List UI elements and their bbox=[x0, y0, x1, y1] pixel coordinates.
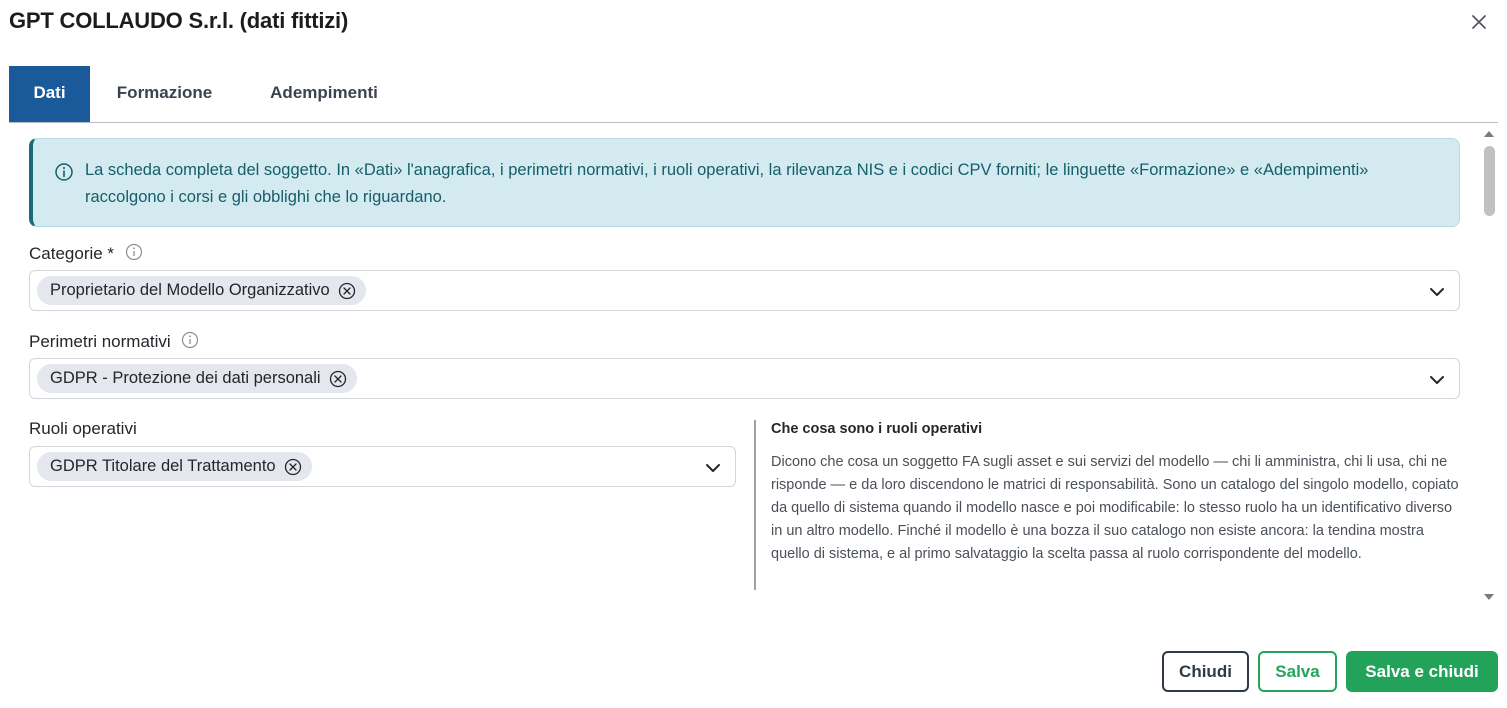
perimetri-label-text: Perimetri normativi bbox=[29, 332, 171, 351]
help-panel-title: Che cosa sono i ruoli operativi bbox=[771, 421, 983, 437]
scrollbar-thumb[interactable] bbox=[1484, 146, 1495, 216]
remove-chip-icon[interactable] bbox=[338, 282, 356, 300]
scroll-down-arrow-icon[interactable] bbox=[1484, 594, 1494, 600]
dialog-header bbox=[0, 0, 1507, 44]
help-icon[interactable] bbox=[181, 331, 199, 349]
categorie-select[interactable] bbox=[29, 270, 1460, 311]
ruoli-chip-label: GDPR Titolare del Trattamento bbox=[50, 457, 276, 475]
categorie-label-text: Categorie * bbox=[29, 244, 115, 263]
perimetri-chip-label: GDPR - Protezione dei dati personali bbox=[50, 369, 321, 387]
remove-chip-icon[interactable] bbox=[329, 370, 347, 388]
categorie-label bbox=[29, 243, 143, 264]
perimetri-select[interactable] bbox=[29, 358, 1460, 399]
tab-adempimenti[interactable]: Adempimenti bbox=[270, 83, 378, 102]
chevron-down-icon[interactable] bbox=[704, 459, 722, 477]
remove-chip-icon[interactable] bbox=[284, 458, 302, 476]
ruoli-select[interactable] bbox=[29, 446, 736, 487]
help-icon[interactable] bbox=[125, 243, 143, 261]
ruoli-help-panel bbox=[754, 420, 1459, 590]
info-icon bbox=[54, 162, 74, 182]
dialog-title: GPT COLLAUDO S.r.l. (dati fittizi) bbox=[9, 8, 349, 33]
info-text: La scheda completa del soggetto. In «Dati» l'anagrafica, i perimetri normativi, i ruoli operativi, la rilevanza NIS e i codici CPV forniti; le linguette «Formazione» e «Adempimenti» raccolgono i corsi e gli obblighi che lo riguardano. bbox=[85, 161, 1369, 206]
save-button[interactable]: Salva bbox=[1258, 651, 1337, 692]
tab-dati[interactable]: Dati bbox=[9, 66, 90, 122]
content-scrollbar[interactable] bbox=[1481, 127, 1498, 604]
ruoli-label bbox=[29, 419, 137, 439]
close-button[interactable]: Chiudi bbox=[1162, 651, 1249, 692]
tab-bar bbox=[9, 66, 1498, 123]
categorie-chip bbox=[37, 276, 366, 305]
perimetri-chip bbox=[37, 364, 357, 393]
perimetri-label bbox=[29, 331, 199, 352]
chevron-down-icon[interactable] bbox=[1428, 371, 1446, 389]
dialog-content[interactable] bbox=[9, 124, 1481, 604]
ruoli-label-text: Ruoli operativi bbox=[29, 419, 137, 438]
save-and-close-button[interactable]: Salva e chiudi bbox=[1346, 651, 1498, 692]
info-banner bbox=[29, 138, 1460, 227]
tab-formazione[interactable]: Formazione bbox=[116, 83, 213, 102]
close-icon[interactable] bbox=[1467, 10, 1491, 34]
chevron-down-icon[interactable] bbox=[1428, 283, 1446, 301]
scroll-up-arrow-icon[interactable] bbox=[1484, 131, 1494, 137]
help-panel-body: Dicono che cosa un soggetto FA sugli asset e sui servizi del modello — chi li amministra, chi li usa, chi ne risponde — e da loro discendono le matrici di responsabilità. Sono un catalogo del singolo modello, copiato da quello di sistema quando il modello nasce e poi modificabile: lo stesso ruolo ha un identificativo diverso in un altro modello. Finché il modello è una bozza il suo catalogo non esiste ancora: la tendina mostra quello di sistema, e al primo salvataggio la scelta passa al ruolo corrispondente del modello. bbox=[771, 454, 1459, 562]
ruoli-chip bbox=[37, 452, 312, 481]
categorie-chip-label: Proprietario del Modello Organizzativo bbox=[50, 281, 330, 299]
